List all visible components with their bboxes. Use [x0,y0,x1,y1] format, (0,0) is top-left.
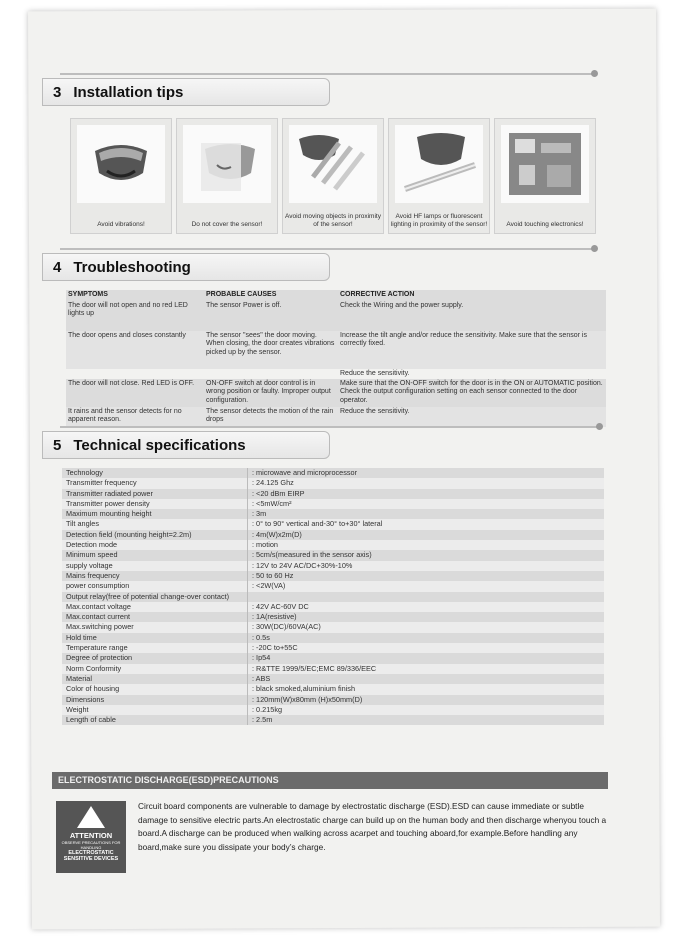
badge-bottom-text: ELECTROSTATIC SENSITIVE DEVICES [63,850,119,862]
tip-card [494,118,596,234]
spec-row [62,643,604,653]
spec-row [62,561,604,571]
spec-value: : 12V to 24V AC/DC+30%-10% [247,561,604,571]
section-number: 4 [53,258,62,276]
spec-key: Max.contact current [66,612,131,622]
action-cell: Check the Wiring and the power supply. [340,301,464,309]
spec-row [62,612,604,622]
spec-value: : 120mm(W)x80mm (H)x50mm(D) [247,695,604,705]
sensor-moving-objects-icon [289,125,377,203]
spec-row [62,684,604,694]
warning-triangle-icon [77,806,105,828]
spec-value: : 5cm/s(measured in the sensor axis) [247,550,604,560]
spec-key: Color of housing [66,684,120,694]
tip-caption: Avoid touching electronics! [506,221,584,228]
spec-key: Material [66,673,92,683]
cause-cell: ON-OFF switch at door control is in wrong position or faulty. Improper output configuration. [206,379,331,404]
rule-dot [596,423,603,430]
spec-value: : 50 to 60 Hz [247,571,604,581]
sensor-cover-icon [183,125,271,203]
specifications-table [62,468,604,725]
section-title: Technical specifications [73,436,246,454]
spec-value: : 3m [247,509,604,519]
tip-card [388,118,490,234]
spec-value: : motion [247,540,604,550]
spec-key: Maximum mounting height [66,509,152,519]
tip-card [176,118,278,234]
table-row [66,331,606,369]
spec-key: Detection field (mounting height=2.2m) [66,529,192,539]
cause-cell: The sensor detects the motion of the rain drops [206,407,334,423]
cause-cell: The sensor "sees" the door moving. When closing, the door creates vibrations picked up by the sensor. [206,331,335,356]
spec-value: : 1A(resistive) [247,612,604,622]
section-title: Troubleshooting [73,258,191,276]
section-number: 5 [53,436,62,454]
symptom-cell [66,369,204,379]
spec-value: : <20 dBm EIRP [247,489,604,499]
spec-row [62,674,604,684]
spec-row [62,653,604,663]
spec-row [62,705,604,715]
circuit-board-icon [501,125,589,203]
spec-value: : 0.215kg [247,705,604,715]
spec-row [62,592,604,602]
spec-value: : ABS [247,674,604,684]
spec-value: : R&TTE 1999/5/EC;EMC 89/336/EEC [247,664,604,674]
esd-title-bar: ELECTROSTATIC DISCHARGE(ESD)PRECAUTIONS [52,772,608,789]
spec-key: Technology [66,468,103,477]
spec-value: : 42V AC-60V DC [247,602,604,612]
spec-value: : 4m(W)x2m(D) [247,530,604,540]
rule-dot [591,70,598,77]
spec-row [62,519,604,529]
tip-card [282,118,384,234]
spec-row [62,530,604,540]
spec-key: Minimum speed [66,550,118,560]
spec-row [62,622,604,632]
spec-row [62,581,604,591]
section-rule [60,248,595,250]
spec-row [62,540,604,550]
spec-value: : Ip54 [247,653,604,663]
table-row [66,407,606,427]
spec-row [62,509,604,519]
sensor-lamp-icon [395,125,483,203]
spec-value: : -20C to+55C [247,643,604,653]
action-cell: Make sure that the ON-OFF switch for the door is in the ON or AUTOMATIC position. Check the output configuration setting on each sensor connected to the door operator. [340,379,603,404]
section-number: 3 [53,83,62,101]
action-cell: Increase the tilt angle and/or reduce the sensitivity. Make sure that the sensor is correctly fixed. [340,331,587,347]
spec-value: : 0° to 90° vertical and-30° to+30° lateral [247,519,604,529]
spec-key: Tilt angles [66,519,99,529]
tip-caption: Avoid HF lamps or fluorescent lighting in proximity of the sensor! [390,213,488,228]
column-header: PROBABLE CAUSES [206,291,277,298]
spec-key: power consumption [66,581,130,591]
spec-value: : 2.5m [247,715,604,725]
cause-cell: The sensor Power is off. [206,301,282,309]
column-header: SYMPTOMS [68,291,108,298]
spec-row [62,602,604,612]
spec-value: : 24.125 Ghz [247,478,604,488]
tip-caption: Avoid moving objects in proximity of the sensor! [285,213,381,228]
table-row [66,369,606,379]
column-header: CORRECTIVE ACTION [340,291,415,298]
spec-row [62,550,604,560]
troubleshooting-table [66,290,606,427]
spec-key: Transmitter radiated power [66,488,153,498]
tip-caption: Do not cover the sensor! [191,221,263,228]
tip-card [70,118,172,234]
spec-key: Norm Conformity [66,663,122,673]
spec-key: Detection mode [66,540,118,550]
spec-value: : 30W(DC)/60VA(AC) [247,622,604,632]
section-header-installation [42,78,330,106]
sensor-vibration-icon [77,125,165,203]
spec-value: : microwave and microprocessor [247,468,604,478]
spec-key: supply voltage [66,560,113,570]
spec-key: Max.switching power [66,622,134,632]
spec-row [62,715,604,725]
spec-key: Max.contact voltage [66,601,131,611]
spec-row [62,571,604,581]
section-header-troubleshooting [42,253,330,281]
rule-dot [591,245,598,252]
symptom-cell: The door will not open and no red LED lights up [68,301,188,317]
action-cell: Reduce the sensitivity. [340,407,410,415]
spec-row [62,468,604,478]
symptom-cell: It rains and the sensor detects for no apparent reason. [68,407,182,423]
spec-row [62,664,604,674]
esd-warning-badge [56,801,126,873]
spec-key: Length of cable [66,715,116,725]
section-rule [60,73,595,75]
section-rule [60,426,600,428]
spec-value: : 0.5s [247,633,604,643]
cause-cell [204,369,338,379]
spec-row [62,633,604,643]
spec-key: Mains frequency [66,570,120,580]
spec-key: Dimensions [66,694,105,704]
spec-key: Output relay(free of potential change-over contact) [66,591,230,601]
spec-row [62,695,604,705]
tip-caption: Avoid vibrations! [97,221,145,228]
spec-row [62,478,604,488]
table-row [66,379,606,407]
spec-value [247,592,604,602]
symptom-cell: The door opens and closes constantly [68,331,186,339]
esd-paragraph: Circuit board components are vulnerable to damage by electrostatic discharge (ESD).ESD can cause immediate or subtle damage to sensitive electric parts.An electrostatic charge can build up on the human body and then discharge whenyou touch a board.A discharge can be produced when walking across acarpet and touching aboard,for example.Before handling any board,make sure you dissipate your body’s charge. [138,801,607,852]
section-title: Installation tips [73,83,184,101]
table-row [66,301,606,331]
spec-value: : <5mW/cm² [247,499,604,509]
badge-attention: ATTENTION [69,831,113,840]
action-cell: Reduce the sensitivity. [340,369,410,377]
section-header-technical [42,431,330,459]
spec-key: Transmitter frequency [66,478,137,488]
spec-key: Degree of protection [66,653,133,663]
spec-row [62,499,604,509]
spec-value: : <2W(VA) [247,581,604,591]
spec-key: Hold time [66,632,97,642]
spec-key: Temperature range [66,643,128,653]
spec-key: Weight [66,704,89,714]
badge-small-text: OBSERVE PRECAUTIONS FOR HANDLING [61,840,121,850]
symptom-cell: The door will not close. Red LED is OFF. [68,379,195,387]
spec-key: Transmitter power density [66,498,150,508]
table-header-row [66,290,606,301]
spec-row [62,489,604,499]
spec-value: : black smoked,aluminium finish [247,684,604,694]
installation-tips [70,118,600,238]
